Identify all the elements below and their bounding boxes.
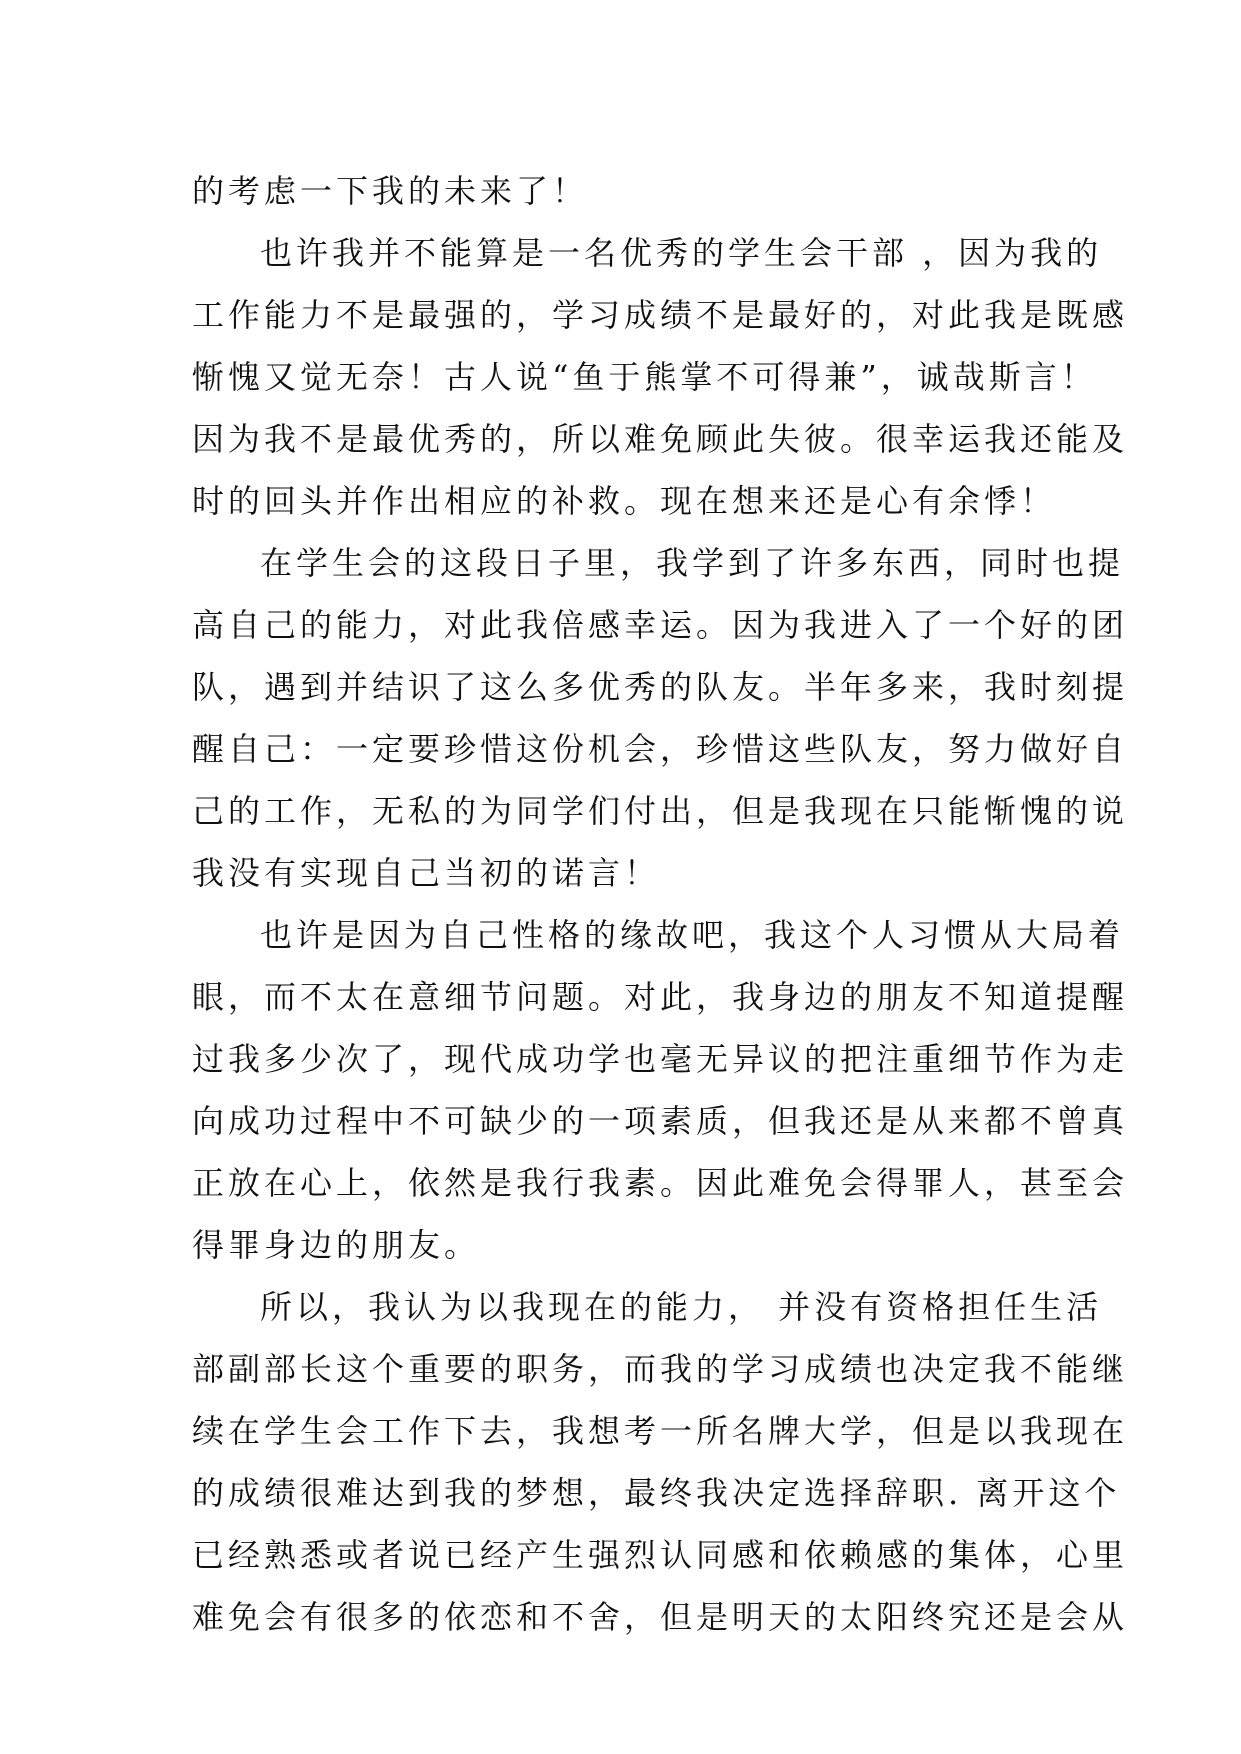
text-line: 醒自己：一定要珍惜这份机会，珍惜这些队友，努力做好自 (192, 730, 1129, 768)
text-line: 在学生会的这段日子里，我学到了许多东西，同时也提 (260, 544, 1125, 582)
text-line: 也许是因为自己性格的缘故吧，我这个人习惯从大局着 (260, 916, 1125, 954)
text-line: 的考虑一下我的未来了！ (192, 172, 589, 210)
text-line: 难免会有很多的依恋和不舍，但是明天的太阳终究还是会从 (192, 1598, 1129, 1636)
text-line: 得罪身边的朋友。 (192, 1226, 481, 1264)
text-line: 时的回头并作出相应的补救。现在想来还是心有余悸！ (192, 482, 1057, 520)
text-line: 工作能力不是最强的，学习成绩不是最好的，对此我是既感 (192, 296, 1129, 334)
text-line: 所以，我认为以我现在的能力， 并没有资格担任生活 (260, 1288, 1103, 1326)
text-line: 部副部长这个重要的职务，而我的学习成绩也决定我不能继 (192, 1350, 1129, 1388)
paragraph-2 (192, 532, 1129, 904)
text-line: 己的工作，无私的为同学们付出，但是我现在只能惭愧的说 (192, 792, 1129, 830)
text-line: 因为我不是最优秀的，所以难免顾此失彼。很幸运我还能及 (192, 420, 1129, 458)
paragraph-4 (192, 1276, 1129, 1648)
text-line: 过我多少次了，现代成功学也毫无异议的把注重细节作为走 (192, 1040, 1129, 1078)
paragraph-1 (192, 222, 1129, 532)
text-line: 向成功过程中不可缺少的一项素质，但我还是从来都不曾真 (192, 1102, 1129, 1140)
text-line: 我没有实现自己当初的诺言！ (192, 854, 661, 892)
text-line: 队，遇到并结识了这么多优秀的队友。半年多来，我时刻提 (192, 668, 1129, 706)
text-line: 惭愧又觉无奈！古人说“鱼于熊掌不可得兼”，诚哉斯言！ (192, 358, 1097, 396)
text-line: 续在学生会工作下去，我想考一所名牌大学，但是以我现在 (192, 1412, 1129, 1450)
text-line: 已经熟悉或者说已经产生强烈认同感和依赖感的集体，心里 (192, 1536, 1129, 1574)
text-line: 眼，而不太在意细节问题。对此，我身边的朋友不知道提醒 (192, 978, 1129, 1016)
text-line: 也许我并不能算是一名优秀的学生会干部 ，因为我的 (260, 234, 1103, 272)
text-line: 高自己的能力，对此我倍感幸运。因为我进入了一个好的团 (192, 606, 1129, 644)
paragraph-continuation (192, 160, 1052, 222)
paragraph-3 (192, 904, 1129, 1276)
text-line: 的成绩很难达到我的梦想，最终我决定选择辞职. 离开这个 (192, 1474, 1121, 1512)
text-line: 正放在心上，依然是我行我素。因此难免会得罪人，甚至会 (192, 1164, 1129, 1202)
document-body (192, 160, 1129, 1648)
